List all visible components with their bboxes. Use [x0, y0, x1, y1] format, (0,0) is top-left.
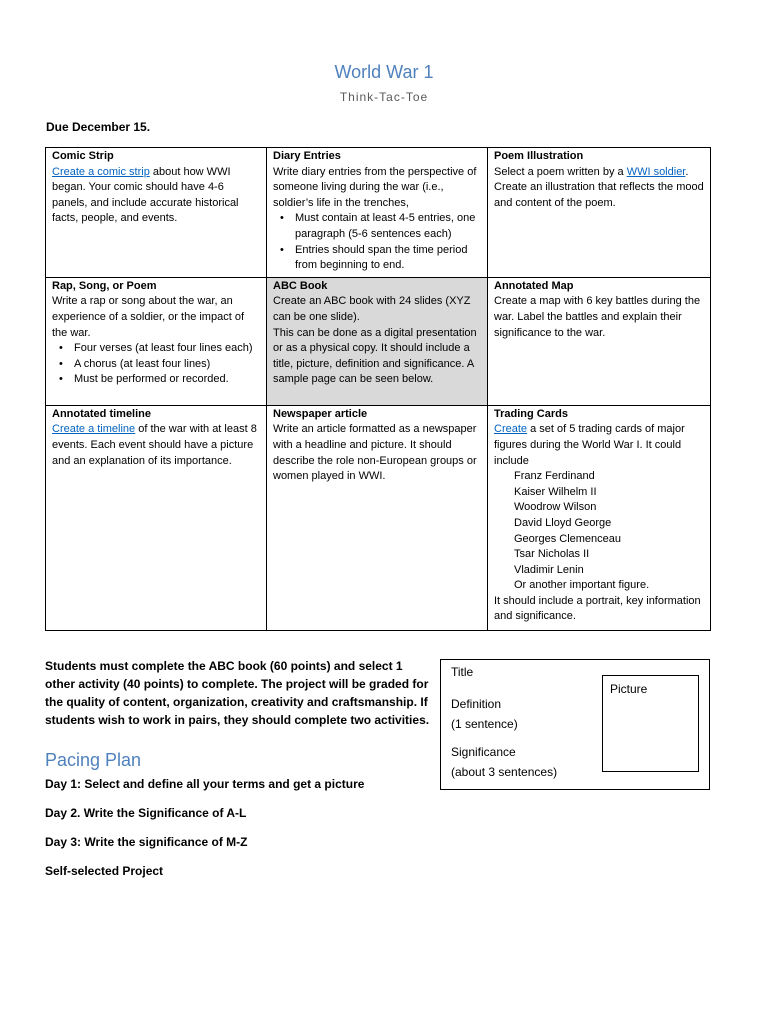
cell-annotated-timeline — [46, 405, 267, 630]
cell-body: Write a rap or song about the war, an experience of a soldier, or the impact of the war. — [52, 295, 244, 339]
cell-title: Diary Entries — [273, 150, 341, 162]
cell-body: This can be done as a digital presentation or as a physical copy. It should include a title, picture, definition and significance. A sample page can be seen below. — [273, 326, 477, 386]
list-item: Kaiser Wilhelm II — [514, 485, 597, 498]
list-item: • Entries should span the time period from beginning to end. — [295, 243, 481, 274]
cell-text: a set of 5 trading cards of major figures during the World War I. It could include — [494, 423, 685, 467]
significance-label: Significance — [451, 745, 516, 759]
figure-list — [494, 469, 704, 594]
cell-title: Trading Cards — [494, 407, 568, 420]
comic-strip-link[interactable]: Create a comic strip — [52, 165, 150, 178]
cell-title: Annotated Map — [494, 279, 574, 292]
sample-definition — [451, 694, 518, 734]
cell-text: Select a poem written by a — [494, 165, 627, 178]
list-item: Vladimir Lenin — [514, 563, 584, 576]
cell-body: Create a map with 6 key battles during the war. Label the battles and explain their significance to the war. — [494, 295, 701, 339]
page-title: World War 1 — [334, 62, 434, 82]
list-item: Woodrow Wilson — [514, 501, 597, 514]
grid-row — [46, 148, 711, 278]
list-item: • Must contain at least 4-5 entries, one paragraph (5-6 sentences each) — [295, 211, 481, 242]
list-item: • Must be performed or recorded. — [74, 372, 260, 388]
cell-body — [494, 422, 704, 469]
bullet-list — [52, 341, 260, 388]
cell-text: . Create an illustration that reflects the mood and content of the poem. — [494, 165, 704, 209]
list-item: Georges Clemenceau — [514, 532, 622, 545]
pacing-day: Self-selected Project — [45, 864, 164, 878]
sample-page-box — [440, 659, 710, 790]
sample-significance — [451, 742, 557, 782]
cell-text: about how WWI began. Your comic should have 4-6 panels, and include accurate historical facts, people, and events. — [52, 165, 239, 225]
cell-annotated-map — [488, 277, 711, 405]
due-date: Due December 15. — [46, 120, 151, 134]
pacing-day: Day 3: Write the significance of M-Z — [45, 835, 248, 849]
significance-note: (about 3 sentences) — [451, 765, 558, 779]
list-item: • A chorus (at least four lines) — [74, 357, 260, 373]
cell-body: Write an article formatted as a newspaper with a headline and picture. It should describe the role non-European groups or women played in WWI. — [273, 423, 477, 483]
list-item: Tsar Nicholas II — [514, 548, 590, 561]
cell-title: Annotated timeline — [52, 407, 152, 420]
timeline-link[interactable]: Create a timeline — [52, 423, 136, 436]
cell-body — [494, 165, 704, 212]
cell-rap-song-poem — [46, 277, 267, 405]
wwi-soldier-link[interactable]: WWI soldier — [626, 165, 686, 178]
list-item: David Lloyd George — [514, 516, 612, 529]
definition-note: (1 sentence) — [451, 717, 518, 731]
cell-body — [52, 165, 260, 227]
cell-title: ABC Book — [273, 279, 328, 292]
list-item: Or another important figure. — [514, 579, 650, 592]
page-subtitle: Think-Tac-Toe — [339, 90, 429, 104]
cell-title: Newspaper article — [273, 407, 368, 420]
cell-comic-strip — [46, 148, 267, 278]
grid-row — [46, 405, 711, 630]
sample-title-label: Title — [451, 665, 474, 679]
pacing-day: Day 2. Write the Significance of A-L — [45, 806, 247, 820]
cell-newspaper-article — [267, 405, 488, 630]
requirements-paragraph: Students must complete the ABC book (60 points) and select 1 other activity (40 points) to complete. The project will be graded for the quality of content, organization, creativity and craftsmanship. If students wish to work in pairs, they should complete two activities. — [45, 659, 430, 727]
cell-title: Rap, Song, or Poem — [52, 279, 157, 292]
cell-title: Poem Illustration — [494, 150, 584, 162]
cell-diary-entries — [267, 148, 488, 278]
grid-row — [46, 277, 711, 405]
bullet-list — [273, 211, 481, 273]
pacing-day: Day 1: Select and define all your terms and get a picture — [45, 777, 365, 791]
cell-abc-book — [267, 277, 488, 405]
cell-text: of the war with at least 8 events. Each event should have a picture and an explanation of its importance. — [52, 423, 257, 467]
cell-poem-illustration — [488, 148, 711, 278]
pacing-plan-heading: Pacing Plan — [45, 750, 142, 770]
cell-body — [52, 422, 260, 469]
list-item: Franz Ferdinand — [514, 470, 595, 483]
picture-placeholder — [602, 675, 699, 772]
think-tac-toe-grid — [45, 147, 711, 631]
list-item: • Four verses (at least four lines each) — [74, 341, 260, 357]
cell-body: Write diary entries from the perspective of someone living during the war (i.e., soldier’s life in the trenches, — [273, 165, 477, 209]
definition-label: Definition — [451, 697, 502, 711]
cell-body: It should include a portrait, key information and significance. — [494, 594, 701, 623]
cell-title: Comic Strip — [52, 150, 114, 162]
cell-body: Create an ABC book with 24 slides (XYZ can be one slide). — [273, 295, 471, 323]
create-link[interactable]: Create — [494, 423, 528, 436]
picture-label: Picture — [610, 682, 648, 696]
cell-trading-cards — [488, 405, 711, 630]
